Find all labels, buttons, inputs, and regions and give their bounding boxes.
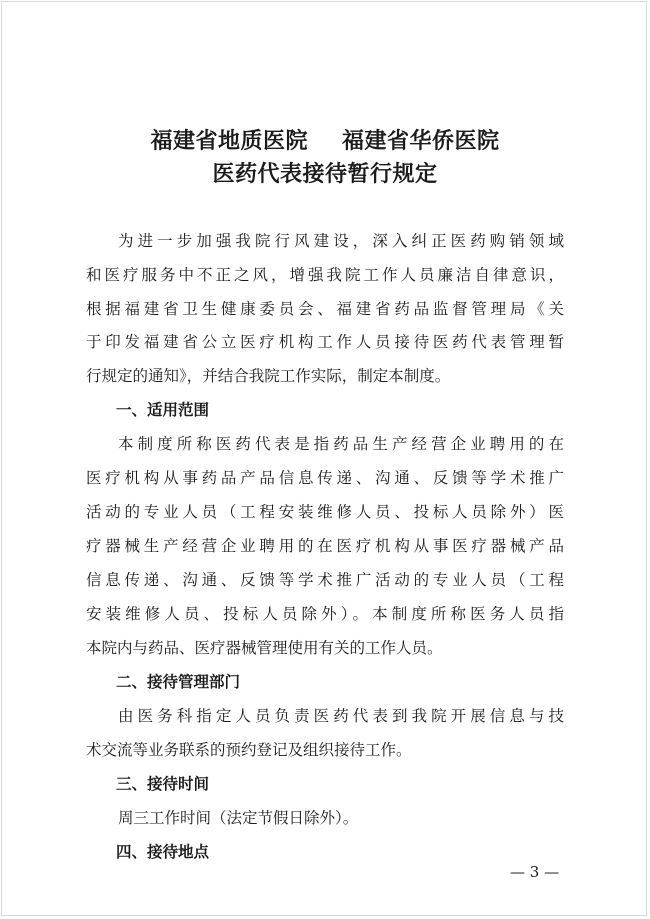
section1-line: 活动的专业人员（工程安装维修人员、投标人员除外）医 — [86, 503, 564, 521]
title-hospital-1: 福建省地质医院 — [150, 128, 308, 154]
section1-line: 疗器械生产经营企业聘用的在医疗机构从事医疗器械产品 — [86, 537, 564, 555]
page-number: — 3 — — [510, 863, 560, 881]
section1-line: 医疗机构从事药品产品信息传递、沟通、反馈等学术推广 — [86, 469, 564, 487]
section3-line: 周三工作时间（法定节假日除外）。 — [118, 809, 359, 827]
intro-line: 根据福建省卫生健康委员会、福建省药品监督管理局《关 — [86, 300, 564, 318]
intro-line: 和医疗服务中不正之风，增强我院工作人员廉洁自律意识， — [86, 266, 564, 284]
intro-line: 于印发福建省公立医疗机构工作人员接待医药代表管理暂 — [86, 333, 564, 351]
section2-line: 由医务科指定人员负责医药代表到我院开展信息与技 — [118, 707, 564, 725]
title-hospital-2: 福建省华侨医院 — [342, 128, 500, 154]
section1-line: 本制度所称医药代表是指药品生产经营企业聘用的在 — [118, 435, 564, 453]
document-title-line2: 医药代表接待暂行规定 — [212, 161, 438, 187]
section1-line: 安装维修人员、投标人员除外）。本制度所称医务人员指 — [86, 605, 564, 623]
section-heading-department: 二、接待管理部门 — [116, 673, 241, 691]
section-heading-location: 四、接待地点 — [116, 843, 210, 861]
section1-line: 本院内与药品、医疗器械管理使用有关的工作人员。 — [86, 639, 443, 657]
section2-line: 术交流等业务联系的预约登记及组织接待工作。 — [86, 741, 412, 759]
intro-line: 行规定的通知》，并结合我院工作实际，制定本制度。 — [86, 367, 451, 385]
intro-line: 为进一步加强我院行风建设，深入纠正医药购销领域 — [118, 232, 564, 250]
document-title-line1 — [0, 124, 650, 155]
section-heading-scope: 一、适用范围 — [116, 401, 210, 419]
section-heading-time: 三、接待时间 — [116, 775, 210, 793]
section1-line: 信息传递、沟通、反馈等学术推广活动的专业人员（工程 — [86, 571, 564, 589]
